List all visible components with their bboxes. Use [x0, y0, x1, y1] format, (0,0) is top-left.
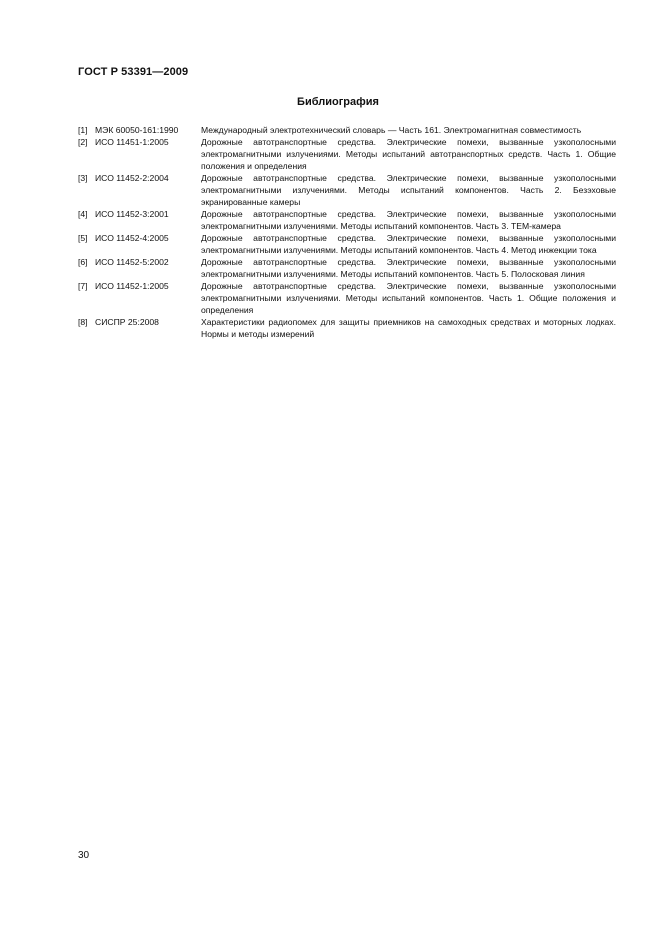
bibliography-list: [78, 124, 616, 340]
bibliography-entry: [78, 208, 616, 232]
bibliography-entry: [78, 136, 616, 172]
entry-standard-code: ИСО 11452-3:2001: [95, 209, 169, 219]
bibliography-entry: [78, 172, 616, 208]
document-header-id: ГОСТ Р 53391—2009: [78, 66, 189, 78]
entry-standard-code: ИСО 11452-4:2005: [95, 233, 169, 243]
bibliography-entry: [78, 256, 616, 280]
entry-title: Дорожные автотранспортные средства. Электрические помехи, вызванные узкополосными электромагнитными излучениями. Методы испытаний компонентов. Часть 3. ТЕМ-камера: [201, 209, 616, 231]
entry-title: Дорожные автотранспортные средства. Электрические помехи, вызванные узкополосными электромагнитными излучениями. Методы испытаний компонентов. Часть 5. Полосковая линия: [201, 257, 616, 279]
entry-title: Дорожные автотранспортные средства. Электрические помехи, вызванные узкополосными электромагнитными излучениями. Методы испытаний компонентов. Часть 1. Общие положения и определения: [201, 281, 616, 315]
entry-title: Дорожные автотранспортные средства. Электрические помехи, вызванные узкополосными электромагнитными излучениями. Методы испытаний автотранспортных средств. Часть 1. Общие положения и определения: [201, 137, 616, 171]
entry-number: [8]: [78, 317, 88, 327]
entry-number: [1]: [78, 125, 88, 135]
entry-number: [7]: [78, 281, 88, 291]
bibliography-entry: [78, 124, 616, 136]
entry-standard-code: ИСО 11451-1:2005: [95, 137, 169, 147]
entry-standard-code: ИСО 11452-1:2005: [95, 281, 169, 291]
section-title: Библиография: [297, 96, 379, 108]
entry-title: Характеристики радиопомех для защиты приемников на самоходных средствах и моторных лодках. Нормы и методы измерений: [201, 317, 616, 339]
page-number: 30: [78, 850, 90, 861]
entry-number: [2]: [78, 137, 88, 147]
entry-title: Дорожные автотранспортные средства. Электрические помехи, вызванные узкополосными электромагнитными излучениями. Методы испытаний компонентов. Часть 2. Безэховые экранированные камеры: [201, 173, 616, 207]
entry-number: [3]: [78, 173, 88, 183]
entry-standard-code: МЭК 60050-161:1990: [95, 125, 179, 135]
bibliography-entry: [78, 280, 616, 316]
entry-standard-code: СИСПР 25:2008: [95, 317, 159, 327]
entry-standard-code: ИСО 11452-2:2004: [95, 173, 169, 183]
entry-number: [4]: [78, 209, 88, 219]
entry-standard-code: ИСО 11452-5:2002: [95, 257, 169, 267]
entry-title: Международный электротехнический словарь — Часть 161. Электромагнитная совместимость: [201, 125, 582, 135]
entry-number: [5]: [78, 233, 88, 243]
entry-title: Дорожные автотранспортные средства. Электрические помехи, вызванные узкополосными электромагнитными излучениями. Методы испытаний компонентов. Часть 4. Метод инжекции тока: [201, 233, 616, 255]
entry-number: [6]: [78, 257, 88, 267]
bibliography-entry: [78, 316, 616, 340]
bibliography-entry: [78, 232, 616, 256]
